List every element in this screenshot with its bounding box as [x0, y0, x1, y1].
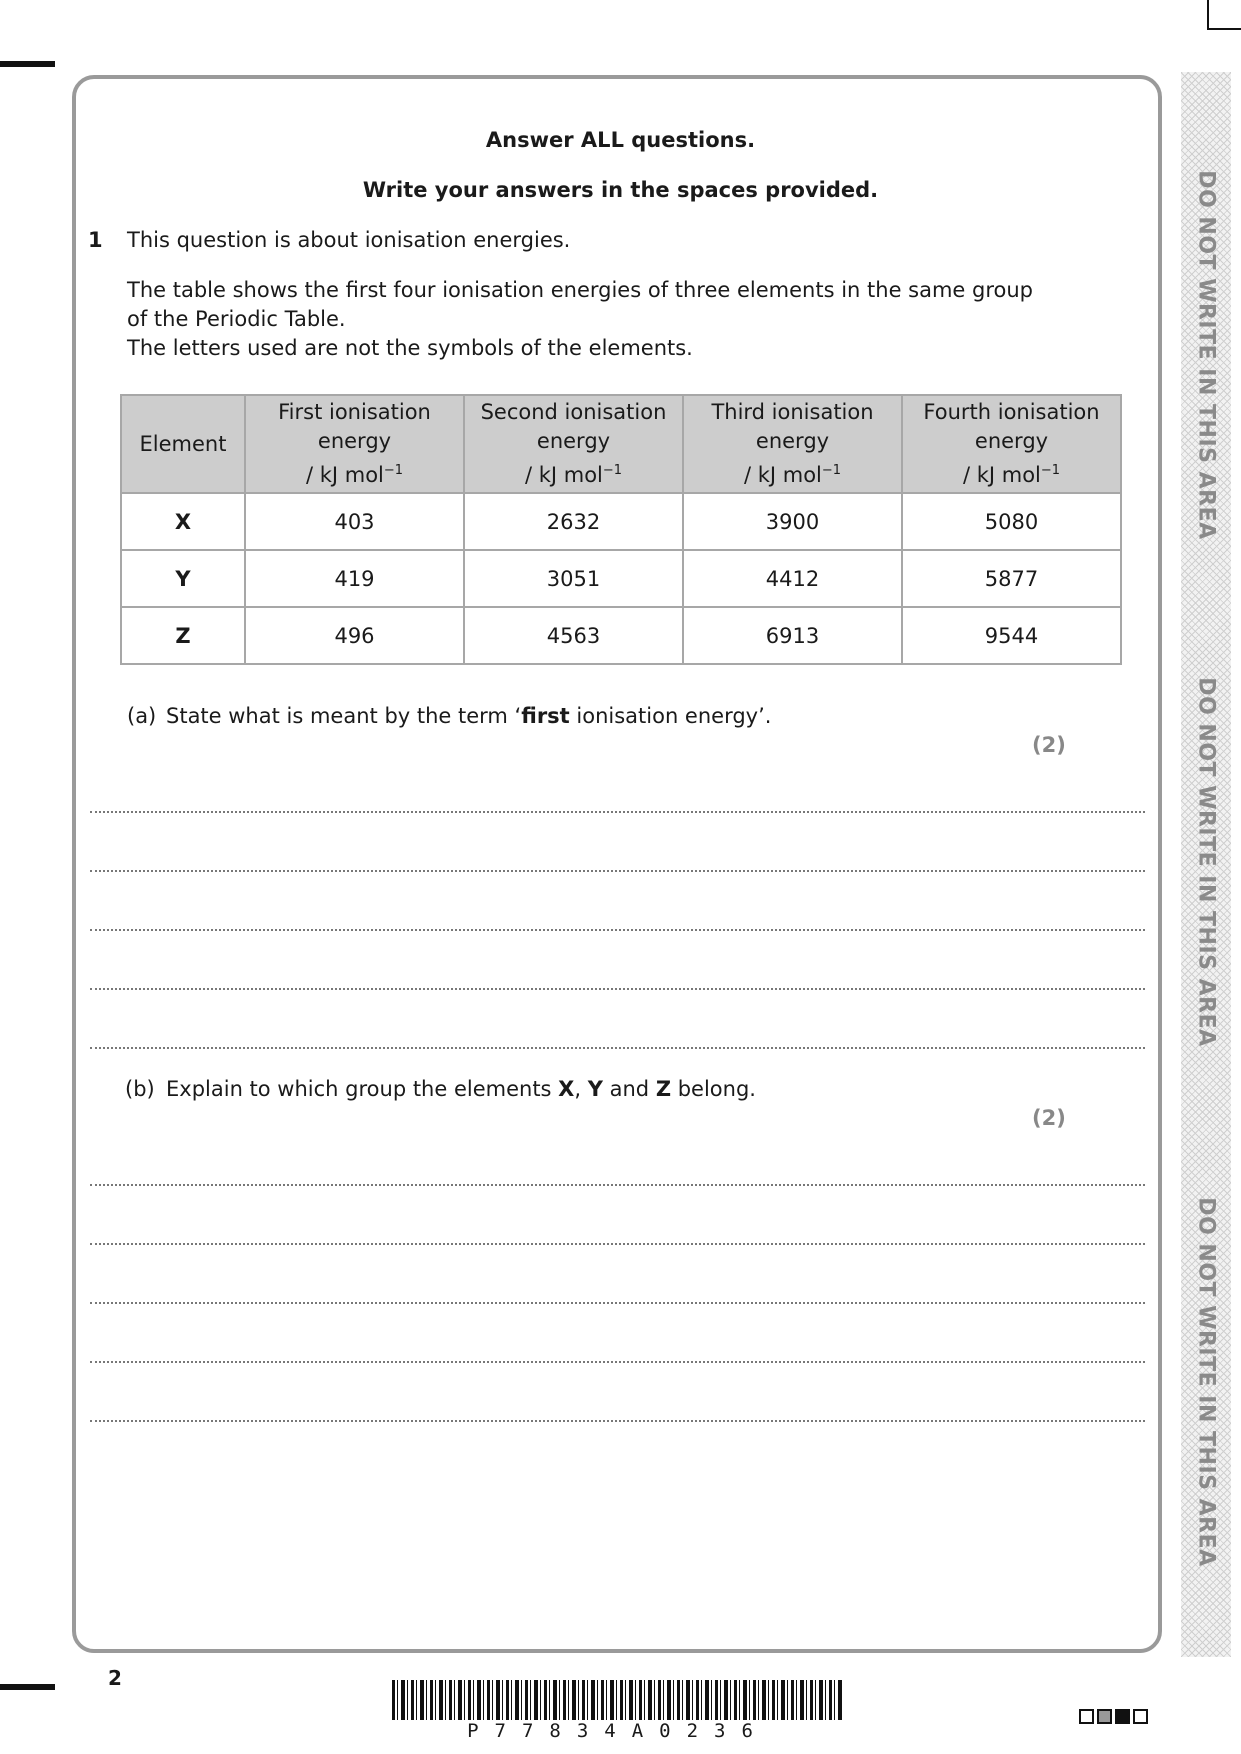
answer-line-a3[interactable] [90, 929, 1145, 931]
part-b-label: (b) [125, 1077, 155, 1101]
corner-code-box-4 [1133, 1709, 1148, 1724]
part-b-marks: (2) [1032, 1106, 1066, 1130]
margin-warning-3: DO NOT WRITE IN THIS AREA [1193, 1197, 1219, 1567]
table-cell: 4563 [464, 607, 683, 664]
question-paragraph-line3: The letters used are not the symbols of the elements. [127, 336, 693, 360]
table-cell: 419 [245, 550, 464, 607]
ionisation-energy-table [120, 394, 1122, 665]
registration-mark-top-left [0, 61, 55, 67]
answer-line-a2[interactable] [90, 870, 1145, 872]
header-fourth-ie: Fourth ionisation energy / kJ mol$^{-1}$ [902, 395, 1121, 493]
table-cell: 2632 [464, 493, 683, 550]
part-a-label: (a) [127, 704, 157, 728]
header-first-ie: First ionisation energy / kJ mol$^{-1}$ [245, 395, 464, 493]
registration-mark-top-right-h [1207, 28, 1241, 30]
corner-code-box-2 [1097, 1709, 1112, 1724]
margin-warning-1: DO NOT WRITE IN THIS AREA [1193, 170, 1219, 540]
answer-line-b4[interactable] [90, 1361, 1145, 1363]
header-element: Element [121, 395, 245, 493]
part-a-question: State what is meant by the term ‘first ionisation energy’. [166, 704, 772, 728]
table-row [121, 607, 1121, 664]
table-cell-element: X [121, 493, 245, 550]
question-number: 1 [88, 228, 103, 252]
table-cell: 9544 [902, 607, 1121, 664]
header-third-ie: Third ionisation energy / kJ mol$^{-1}$ [683, 395, 902, 493]
corner-code-box-1 [1079, 1709, 1094, 1724]
page-number: 2 [108, 1666, 122, 1690]
instruction-heading-2: Write your answers in the spaces provided. [362, 178, 879, 202]
header-second-ie: Second ionisation energy / kJ mol$^{-1}$ [464, 395, 683, 493]
answer-line-a5[interactable] [90, 1047, 1145, 1049]
registration-mark-top-right-v [1207, 0, 1209, 30]
part-b-question: Explain to which group the elements X, Y and Z belong. [166, 1077, 756, 1101]
table-cell-element: Z [121, 607, 245, 664]
table-cell: 5080 [902, 493, 1121, 550]
answer-line-a1[interactable] [90, 811, 1145, 813]
barcode [392, 1680, 844, 1720]
table-cell: 496 [245, 607, 464, 664]
table-cell: 5877 [902, 550, 1121, 607]
table-cell: 3900 [683, 493, 902, 550]
table-cell-element: Y [121, 550, 245, 607]
corner-code-box-3 [1115, 1709, 1130, 1724]
barcode-text: P77834A0236 [467, 1720, 769, 1742]
table-cell: 403 [245, 493, 464, 550]
table-cell: 6913 [683, 607, 902, 664]
table-cell: 4412 [683, 550, 902, 607]
answer-line-b3[interactable] [90, 1302, 1145, 1304]
question-intro: This question is about ionisation energies. [127, 228, 571, 252]
table-row [121, 550, 1121, 607]
answer-line-a4[interactable] [90, 988, 1145, 990]
question-paragraph-line1: The table shows the first four ionisation energies of three elements in the same group [127, 278, 1034, 302]
answer-line-b2[interactable] [90, 1243, 1145, 1245]
margin-warning-2: DO NOT WRITE IN THIS AREA [1193, 677, 1219, 1047]
registration-mark-bottom-left [0, 1684, 55, 1690]
instruction-heading-1: Answer ALL questions. [485, 128, 756, 152]
table-cell: 3051 [464, 550, 683, 607]
answer-line-b1[interactable] [90, 1184, 1145, 1186]
table-row [121, 493, 1121, 550]
part-a-marks: (2) [1032, 733, 1066, 757]
question-paragraph-line2: of the Periodic Table. [127, 307, 346, 331]
answer-line-b5[interactable] [90, 1420, 1145, 1422]
table-header-row [121, 395, 1121, 493]
